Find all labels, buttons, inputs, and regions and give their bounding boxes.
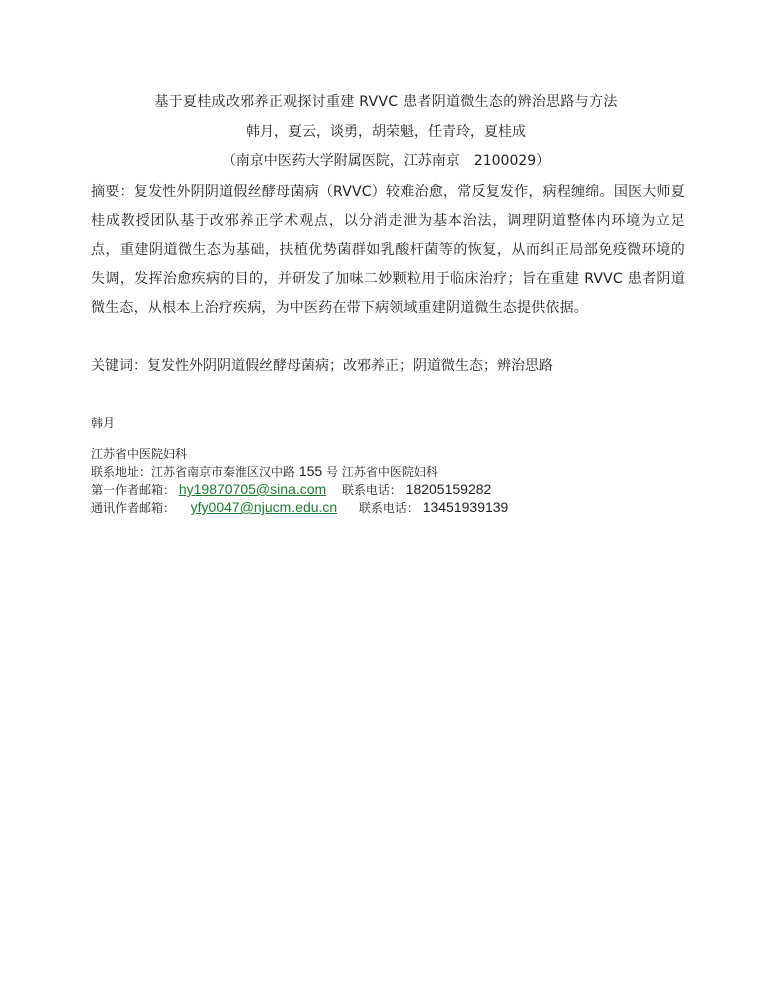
contact-address — [91, 463, 691, 481]
corresponding-phone: 13451939139 — [422, 499, 509, 515]
corresponding-author-contact — [91, 499, 691, 517]
keywords: 关键词：复发性外阴阴道假丝酵母菌病；改邪养正；阴道微生态；辨治思路 — [91, 358, 553, 374]
address-number: 155 — [298, 463, 323, 479]
author-list: 韩月，夏云，谈勇，胡荣魁，任青玲，夏桂成 — [246, 124, 526, 140]
contact-author-name: 韩月 — [91, 416, 116, 430]
corresponding-phone-label: 联系电话： — [358, 501, 419, 515]
contact-institution: 江苏省中医院妇科 — [91, 447, 188, 461]
paper-title: 基于夏桂成改邪养正观探讨重建 RVVC 患者阴道微生态的辨治思路与方法 — [154, 94, 618, 110]
corresponding-email-label: 通讯作者邮箱： — [91, 501, 176, 515]
address-rest: 号 江苏省中医院妇科 — [326, 465, 438, 479]
first-author-email-link[interactable]: hy19870705@sina.com — [178, 481, 327, 497]
first-author-phone: 18205159282 — [405, 481, 492, 497]
first-author-contact — [91, 481, 691, 499]
abstract — [91, 178, 685, 323]
corresponding-email-link[interactable]: yfy0047@njucm.edu.cn — [190, 499, 338, 515]
contact-block — [91, 446, 691, 517]
abstract-text: 摘要：复发性外阴阴道假丝酵母菌病（RVVC）较难治愈，常反复发作，病程缠绵。国医大师夏桂成教授团队基于改邪养正学术观点，以分消走泄为基本治法，调理阴道整体内环境为立足点，重建阴道微生态为基础，扶植优势菌群如乳酸杆菌等的恢复，从而纠正局部免疫微环境的失调，发挥治愈疾病的目的，并研发了加味二妙颗粒用于临床治疗；旨在重建 RVVC 患者阴道微生态，从根本上治疗疾病，为中医药在带下病领域重建阴道微生态提供依据。 — [91, 184, 685, 316]
first-author-phone-label: 联系电话： — [341, 483, 402, 497]
first-author-email-label: 第一作者邮箱： — [91, 483, 176, 497]
affiliation: （南京中医药大学附属医院，江苏南京 2100029） — [221, 153, 551, 169]
address-label: 联系地址：江苏省南京市秦淮区汉中路 — [91, 465, 296, 479]
